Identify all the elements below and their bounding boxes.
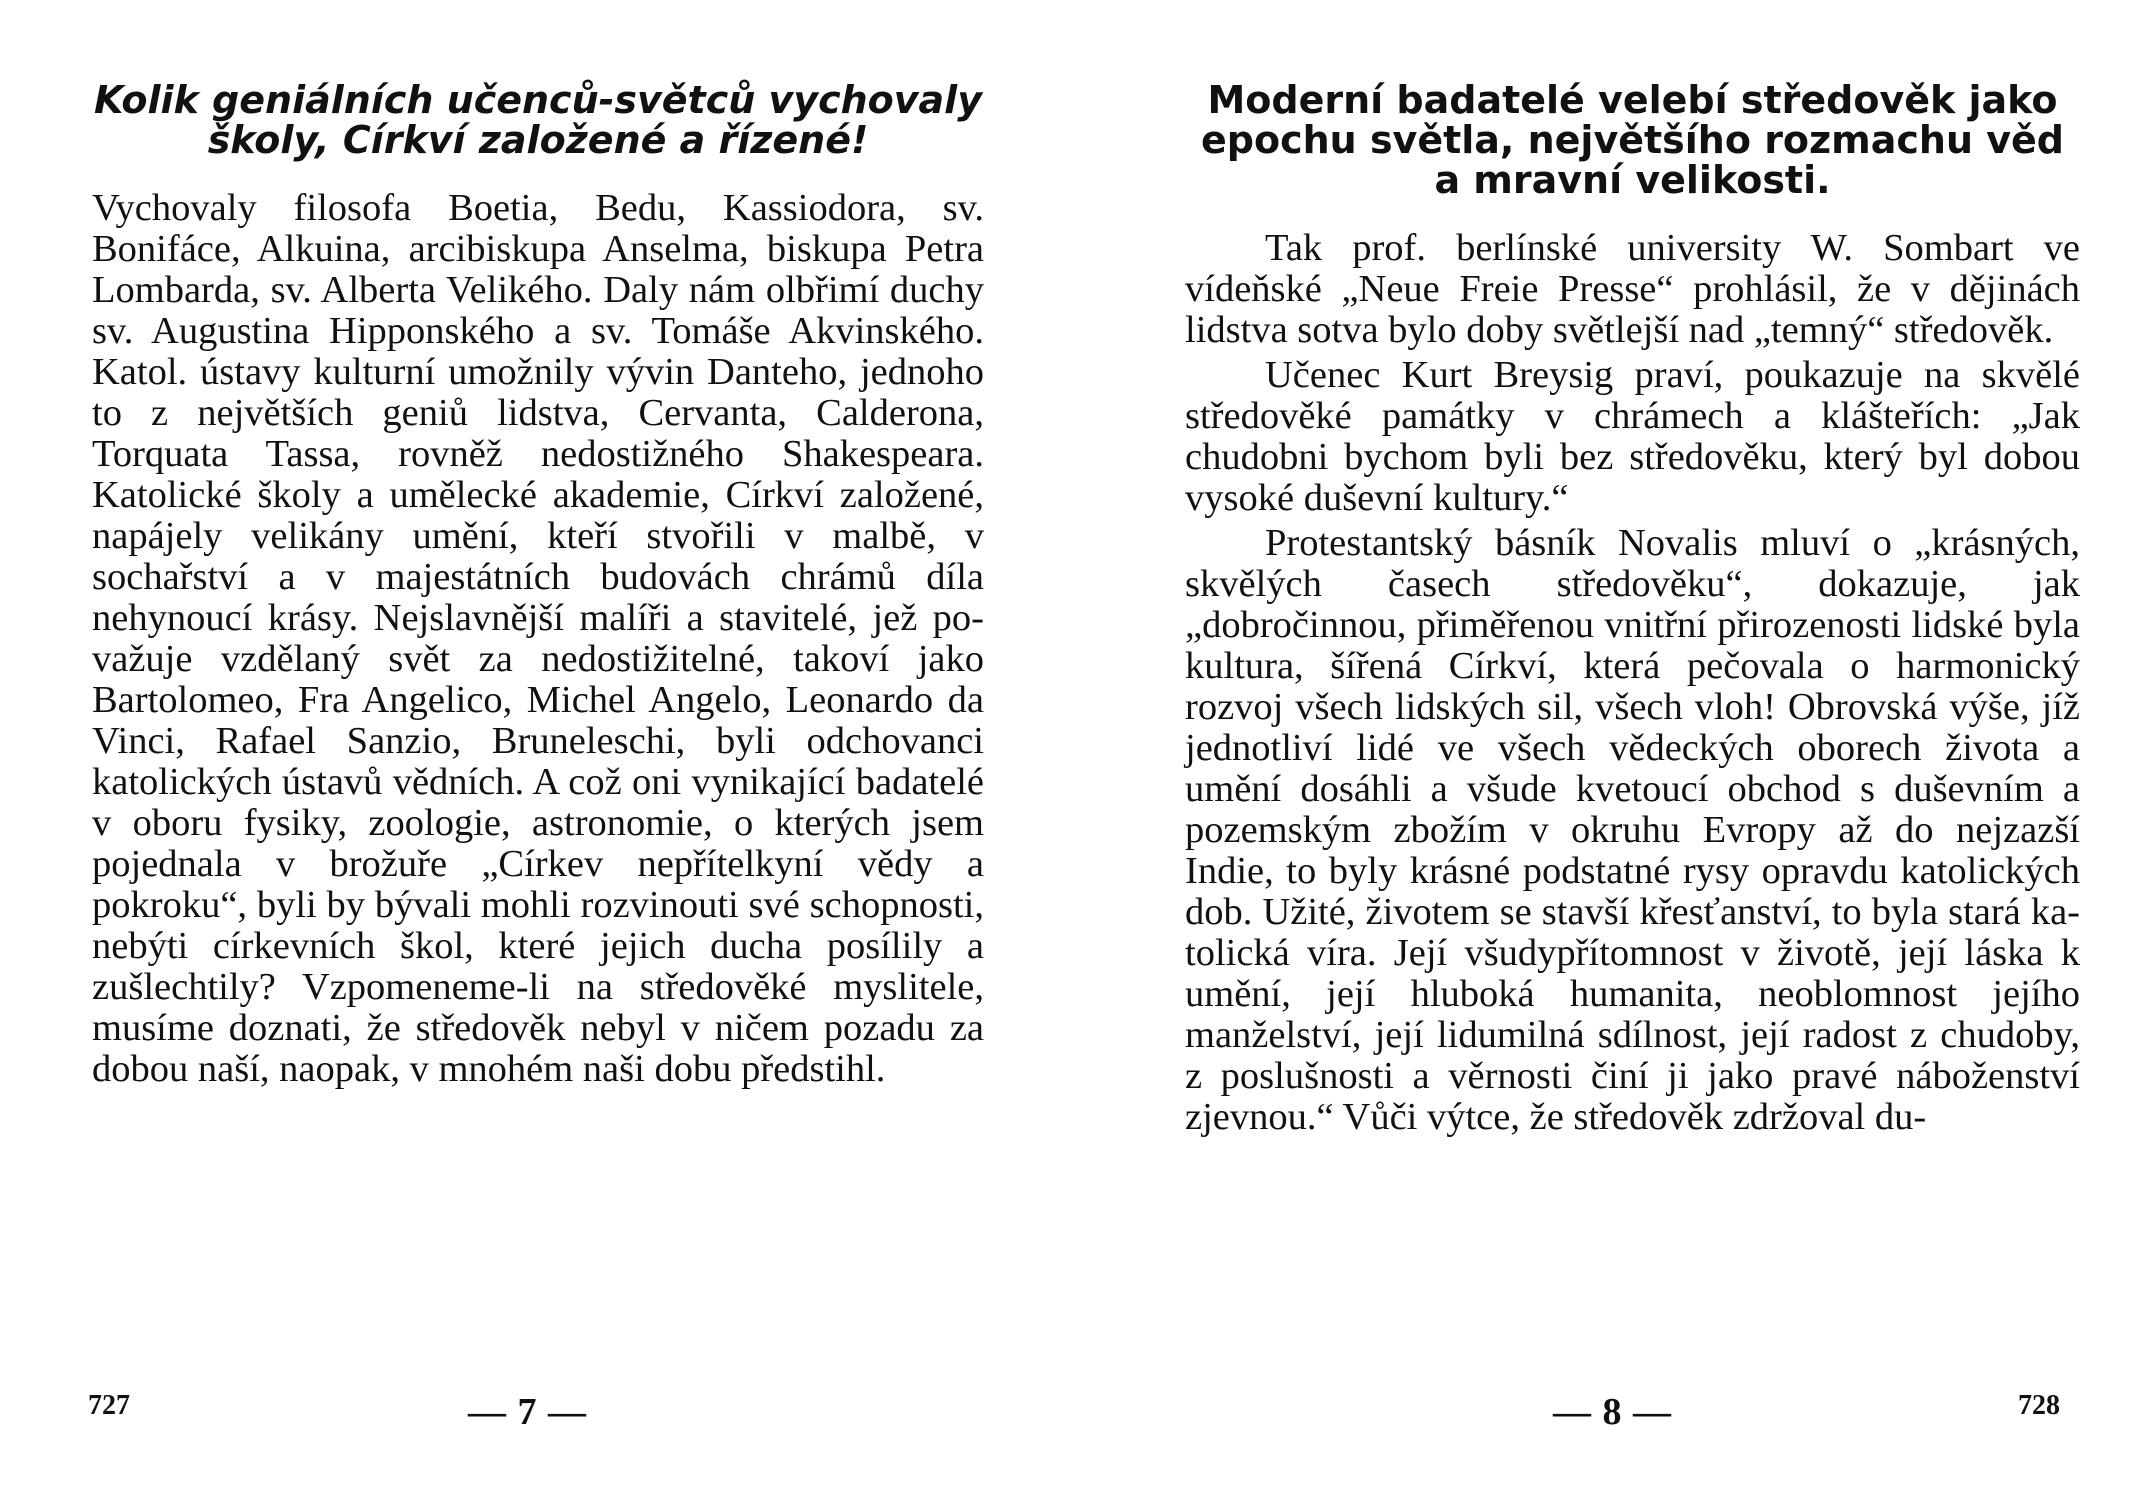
right-page-number: 728: [2018, 1390, 2060, 1421]
right-paragraph-2: Učenec Kurt Breysig praví, poukazuje na skvělé středověké památky v chrámech a klášteřích: „Jak chudobni bychom byli bez středověku, který byl dobou vysoké duševní kultury.“: [1185, 354, 2080, 519]
right-page-title: Moderní badatelé velebí středověk jako epochu světla, největšího rozmachu věd a mravní velikosti.: [1201, 78, 2064, 202]
left-folio: — 7 —: [468, 1391, 587, 1433]
left-page-title: Kolik geniálních učenců-světců vychovaly školy, Církví založené a řízené!: [94, 78, 982, 162]
left-page: [0, 0, 1073, 1500]
left-text-column: [92, 80, 984, 1090]
right-folio: — 8 —: [1553, 1391, 1672, 1433]
right-paragraph-1: Tak prof. berlínské university W. Sombart ve vídeňské „Neue Freie Presse“ prohlásil, že v dějinách lidstva sotva bylo doby světlejší nad „temný“ středověk.: [1185, 227, 2080, 351]
right-paragraph-3: Protestantský básník Novalis mluví o „krásných, skvělých časech středověku“, dokazuje, jak „dobročinnou, přiměřenou vnitřní přirozenosti lidské byla kultura, šířená Církví, která pečovala o harmonický rozvoj všech lidských sil, všech vloh! Obrovská výše, jíž jednotliví lidé ve všech vědeckých oborech života a umění dosáhli a všude kvetoucí obchod s duševním a pozemským zbožím v okruhu Evropy až do nejzazší Indie, to byly krásné podstatné rysy opravdu katolických dob. Užité, životem se stavší křesťanství, to byla stará katolická víra. Její všudypřítomnost v životě, její láska k umění, její hluboká humanita, neoblomnost jejího manželství, její lidumilná sdílnost, její radost z chudoby, z poslušnosti a věrnosti činí ji jako pravé náboženství zjevnou.“ Vůči výtce, že středověk zdržoval du-: [1185, 522, 2080, 1138]
left-paragraph-1: Vychovaly filosofa Boetia, Bedu, Kassiodora, sv. Bonifáce, Alkuina, arcibiskupa Anselma, biskupa Petra Lombarda, sv. Alberta Velikého. Daly nám olbřimí duchy sv. Augustina Hipponského a sv. Tomáše Akvinského. Katol. ústavy kulturní umožnily vývin Danteho, jednoho to z největších geniů lidstva, Cervanta, Calderona, Torquata Tassa, rovněž nedostižného Shakespeara. Katolické školy a umělecké akademie, Církví založené, napájely velikány umění, kteří stvořili v malbě, v sochařství a v majestátních budovách chrámů díla nehynoucí krásy. Nejslavnější malíři a stavitelé, jež považuje vzdělaný svět za nedostižitelné, takoví jako Bartolomeo, Fra Angelico, Michel Angelo, Leonardo da Vinci, Rafael Sanzio, Bruneleschi, byli odchovanci katolických ústavů vědních. A což oni vynikající badatelé v oboru fysiky, zoologie, astronomie, o kterých jsem pojednala v brožuře „Církev nepřítelkyní vědy a pokroku“, byli by bývali mohli rozvinouti své schopnosti, nebýti církevních škol, které jejich ducha posílily a zušlechtily? Vzpomeneme-li na středověké myslitele, musíme doznati, že středověk nebyl v ničem pozadu za dobou naší, naopak, v mnohém naši dobu předstihl.: [92, 187, 984, 1090]
right-page: [1073, 0, 2147, 1500]
right-text-column: [1185, 80, 2080, 1138]
left-page-number: 727: [88, 1390, 130, 1421]
